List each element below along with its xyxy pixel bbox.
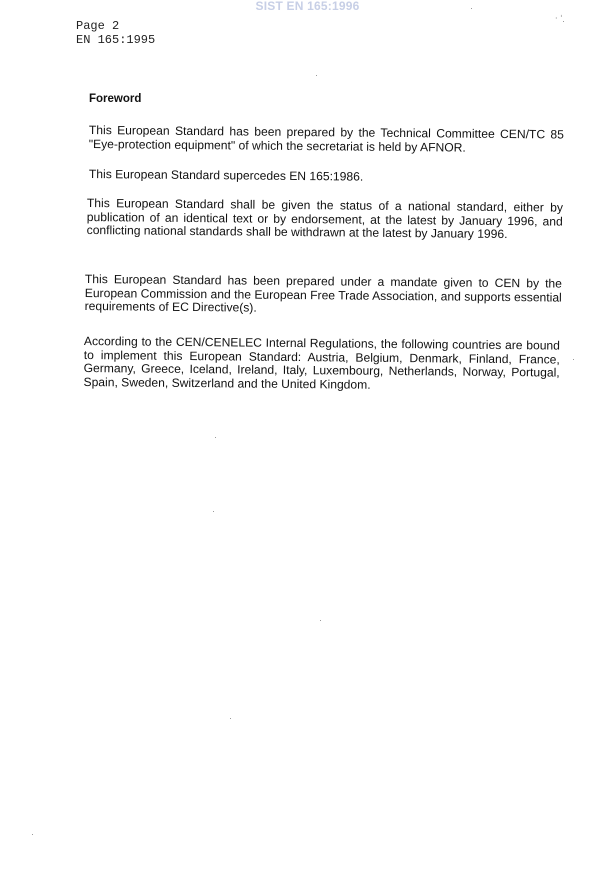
watermark: SIST EN 165:1996: [255, 0, 360, 13]
paragraph-committee: This European Standard has been prepared by the Technical Committee CEN/TC 85 "Eye-protection equipment" of which the secretariat is held by AFNOR.: [88, 123, 564, 155]
paragraph-national-status: This European Standard shall be given the status of a national standard, either by publication of an identical text or by endorsement, at the latest by January 1996, and conflicting national standards shall be withdrawn at the latest by January 1996.: [86, 196, 563, 242]
scan-speck: [563, 21, 564, 22]
scan-speck: [320, 620, 321, 621]
paragraph-countries: According to the CEN/CENELEC Internal Regulations, the following countries are bound to implement this European Standard: Austria, Belgium, Denmark, Finland, France, Germany, Greece, Iceland, Ireland, Italy, Luxembourg, Netherlands, Norway, Portugal, Spain, Sweden, Switzerland and the United Kingdom.: [83, 334, 560, 392]
page-number: Page 2: [76, 19, 120, 33]
paragraph-mandate: This European Standard has been prepared under a mandate given to CEN by the European Commission and the European Free Trade Association, and supports essential requirements of EC Directive(s).: [84, 272, 562, 315]
scan-speck: [215, 437, 216, 438]
scan-speck: [230, 718, 231, 719]
scan-speck: [32, 834, 33, 835]
scan-mark: · ˈ: [555, 14, 563, 23]
scan-speck: [471, 8, 472, 9]
scan-speck: [213, 511, 214, 512]
paragraph-supersedes: This European Standard supercedes EN 165:1986.: [88, 167, 364, 184]
page-header: [76, 19, 155, 47]
standard-reference: EN 165:1995: [76, 33, 156, 47]
scan-speck: [316, 75, 317, 76]
foreword-heading: Foreword: [89, 93, 142, 105]
scan-speck: [573, 359, 574, 360]
